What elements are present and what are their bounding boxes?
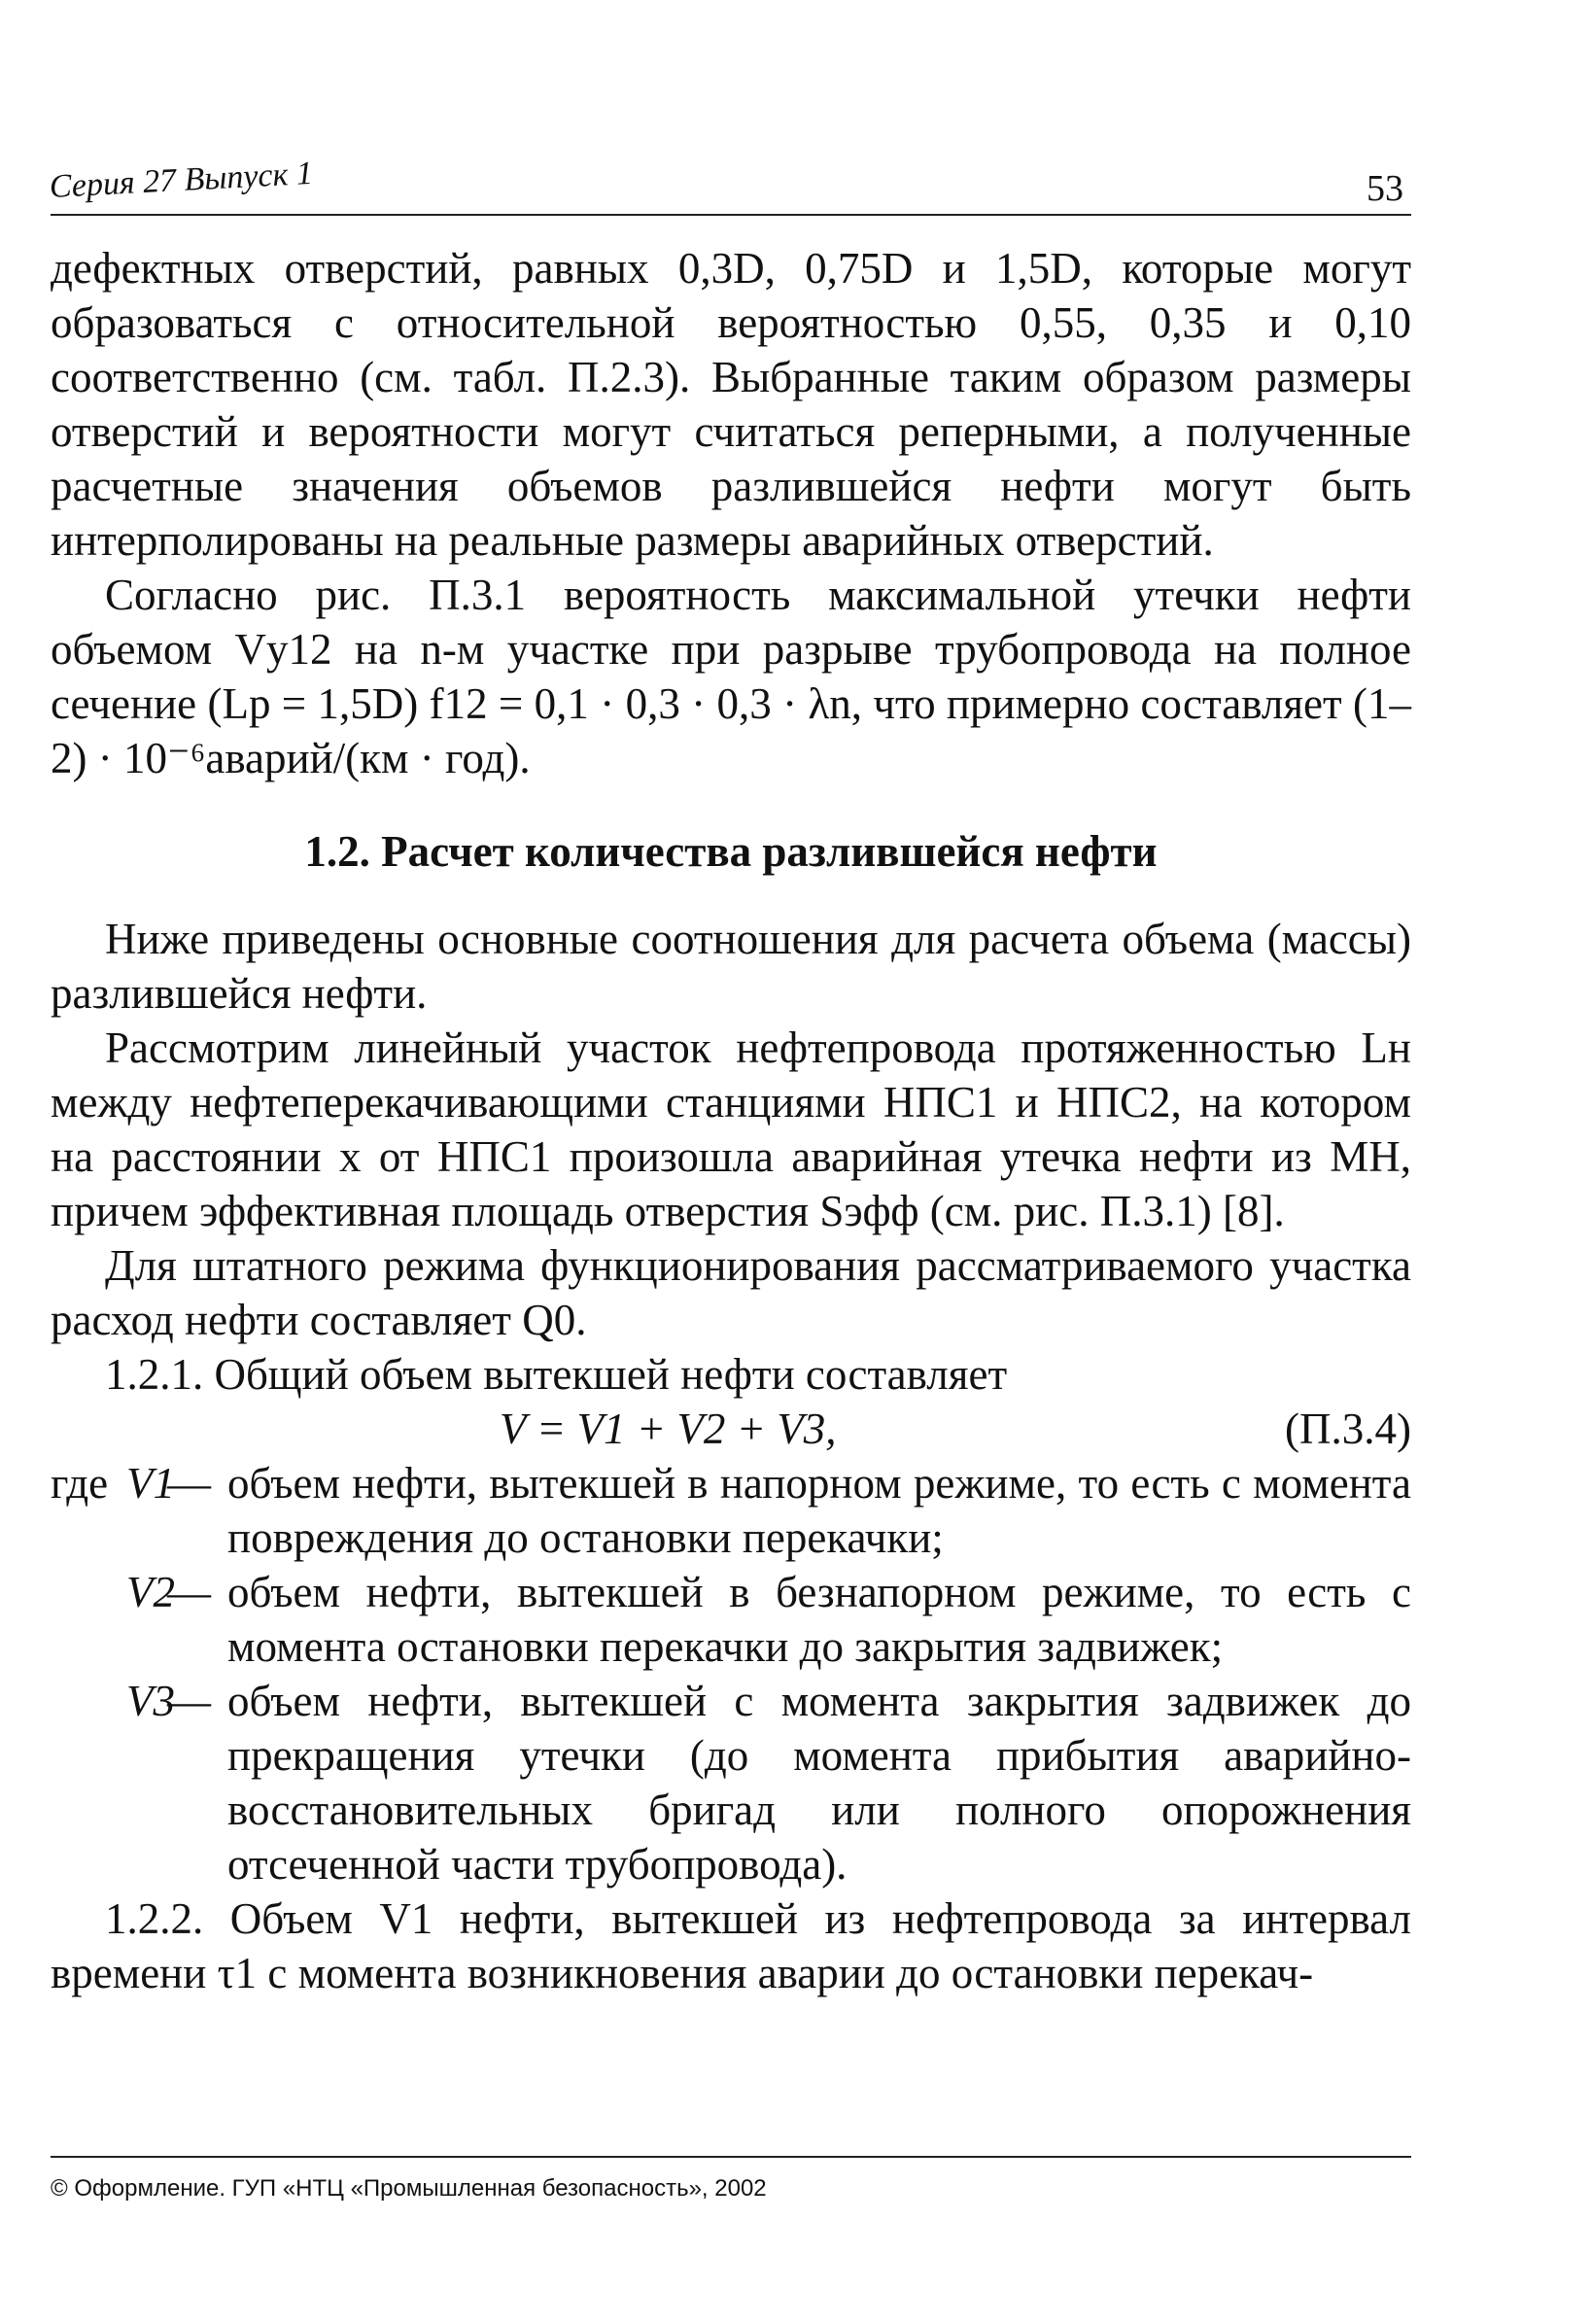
running-header bbox=[49, 155, 1411, 216]
paragraph-7: 1.2.2. Объем V1 нефти, вытекшей из нефтепровода за интервал времени τ1 с момента возникновения аварии до остановки перекач- bbox=[51, 1894, 1411, 1997]
definition-text: объем нефти, вытекшей с момента закрытия задвижек до прекращения утечки (до момента прибытия аварийно-восстановительных бригад или полного опорожнения отсеченной части трубопровода). bbox=[227, 1677, 1411, 1889]
definition-text: объем нефти, вытекшей в безнапорном режиме, то есть с момента остановки перекачки до закрытия задвижек; bbox=[227, 1568, 1411, 1671]
formula-line bbox=[51, 1402, 1411, 1456]
formula-number: (П.3.4) bbox=[1285, 1405, 1411, 1453]
paragraph-6: 1.2.1. Общий объем вытекшей нефти составляет bbox=[105, 1350, 1008, 1399]
definition-text: объем нефти, вытекшей в напорном режиме, то есть с момента повреждения до остановки перекачки; bbox=[227, 1459, 1411, 1562]
paragraph-4: Рассмотрим линейный участок нефтепровода протяженностью Lн между нефтеперекачивающими станциями НПС1 и НПС2, на котором на расстоянии x от НПС1 произошла аварийная утечка нефти из МН, причем эффективная площадь отверстия Sэфф (см. рис. П.3.1) [8]. bbox=[51, 1023, 1411, 1235]
page-body bbox=[51, 241, 1411, 2000]
section-heading: 1.2. Расчет количества разлившейся нефти bbox=[304, 827, 1158, 876]
formula-expression: V = V1 + V2 + V3, bbox=[500, 1405, 837, 1453]
paragraph-2: Согласно рис. П.3.1 вероятность максимальной утечки нефти объемом Vу12 на n-м участке при разрыве трубопровода на полное сечение (Lp = 1,5D) f12 = 0,1 · 0,3 · 0,3 · λn, что примерно составляет (1–2) · 10⁻⁶аварий/(км · год). bbox=[51, 571, 1411, 782]
definition-row-1 bbox=[51, 1456, 1411, 1565]
definition-symbol: V3 bbox=[126, 1677, 175, 1725]
definition-symbol: V1 bbox=[126, 1459, 175, 1508]
paragraph-3: Ниже приведены основные соотношения для расчета объема (массы) разлившейся нефти. bbox=[51, 915, 1411, 1018]
series-label: Серия 27 Выпуск 1 bbox=[49, 155, 314, 206]
page-number: 53 bbox=[1367, 168, 1403, 209]
definition-dash: — bbox=[167, 1459, 211, 1508]
definition-symbol: V2 bbox=[126, 1568, 175, 1616]
definition-dash: — bbox=[167, 1568, 211, 1616]
definition-row-3 bbox=[51, 1674, 1411, 1891]
paragraph-5: Для штатного режима функционирования рассматриваемого участка расход нефти составляет Q0. bbox=[51, 1241, 1411, 1344]
definition-dash: — bbox=[167, 1677, 211, 1725]
paragraph-1: дефектных отверстий, равных 0,3D, 0,75D и 1,5D, которые могут образоваться с относительной вероятностью 0,55, 0,35 и 0,10 соответственно (см. табл. П.2.3). Выбранные таким образом размеры отверстий и вероятности могут считаться реперными, а полученные расчетные значения объемов разлившейся нефти могут быть интерполированы на реальные размеры аварийных отверстий. bbox=[51, 244, 1411, 565]
definition-row-2 bbox=[51, 1565, 1411, 1674]
copyright-footer: © Оформление. ГУП «НТЦ «Промышленная безопасность», 2002 bbox=[51, 2156, 1411, 2203]
where-label: где bbox=[51, 1459, 109, 1508]
